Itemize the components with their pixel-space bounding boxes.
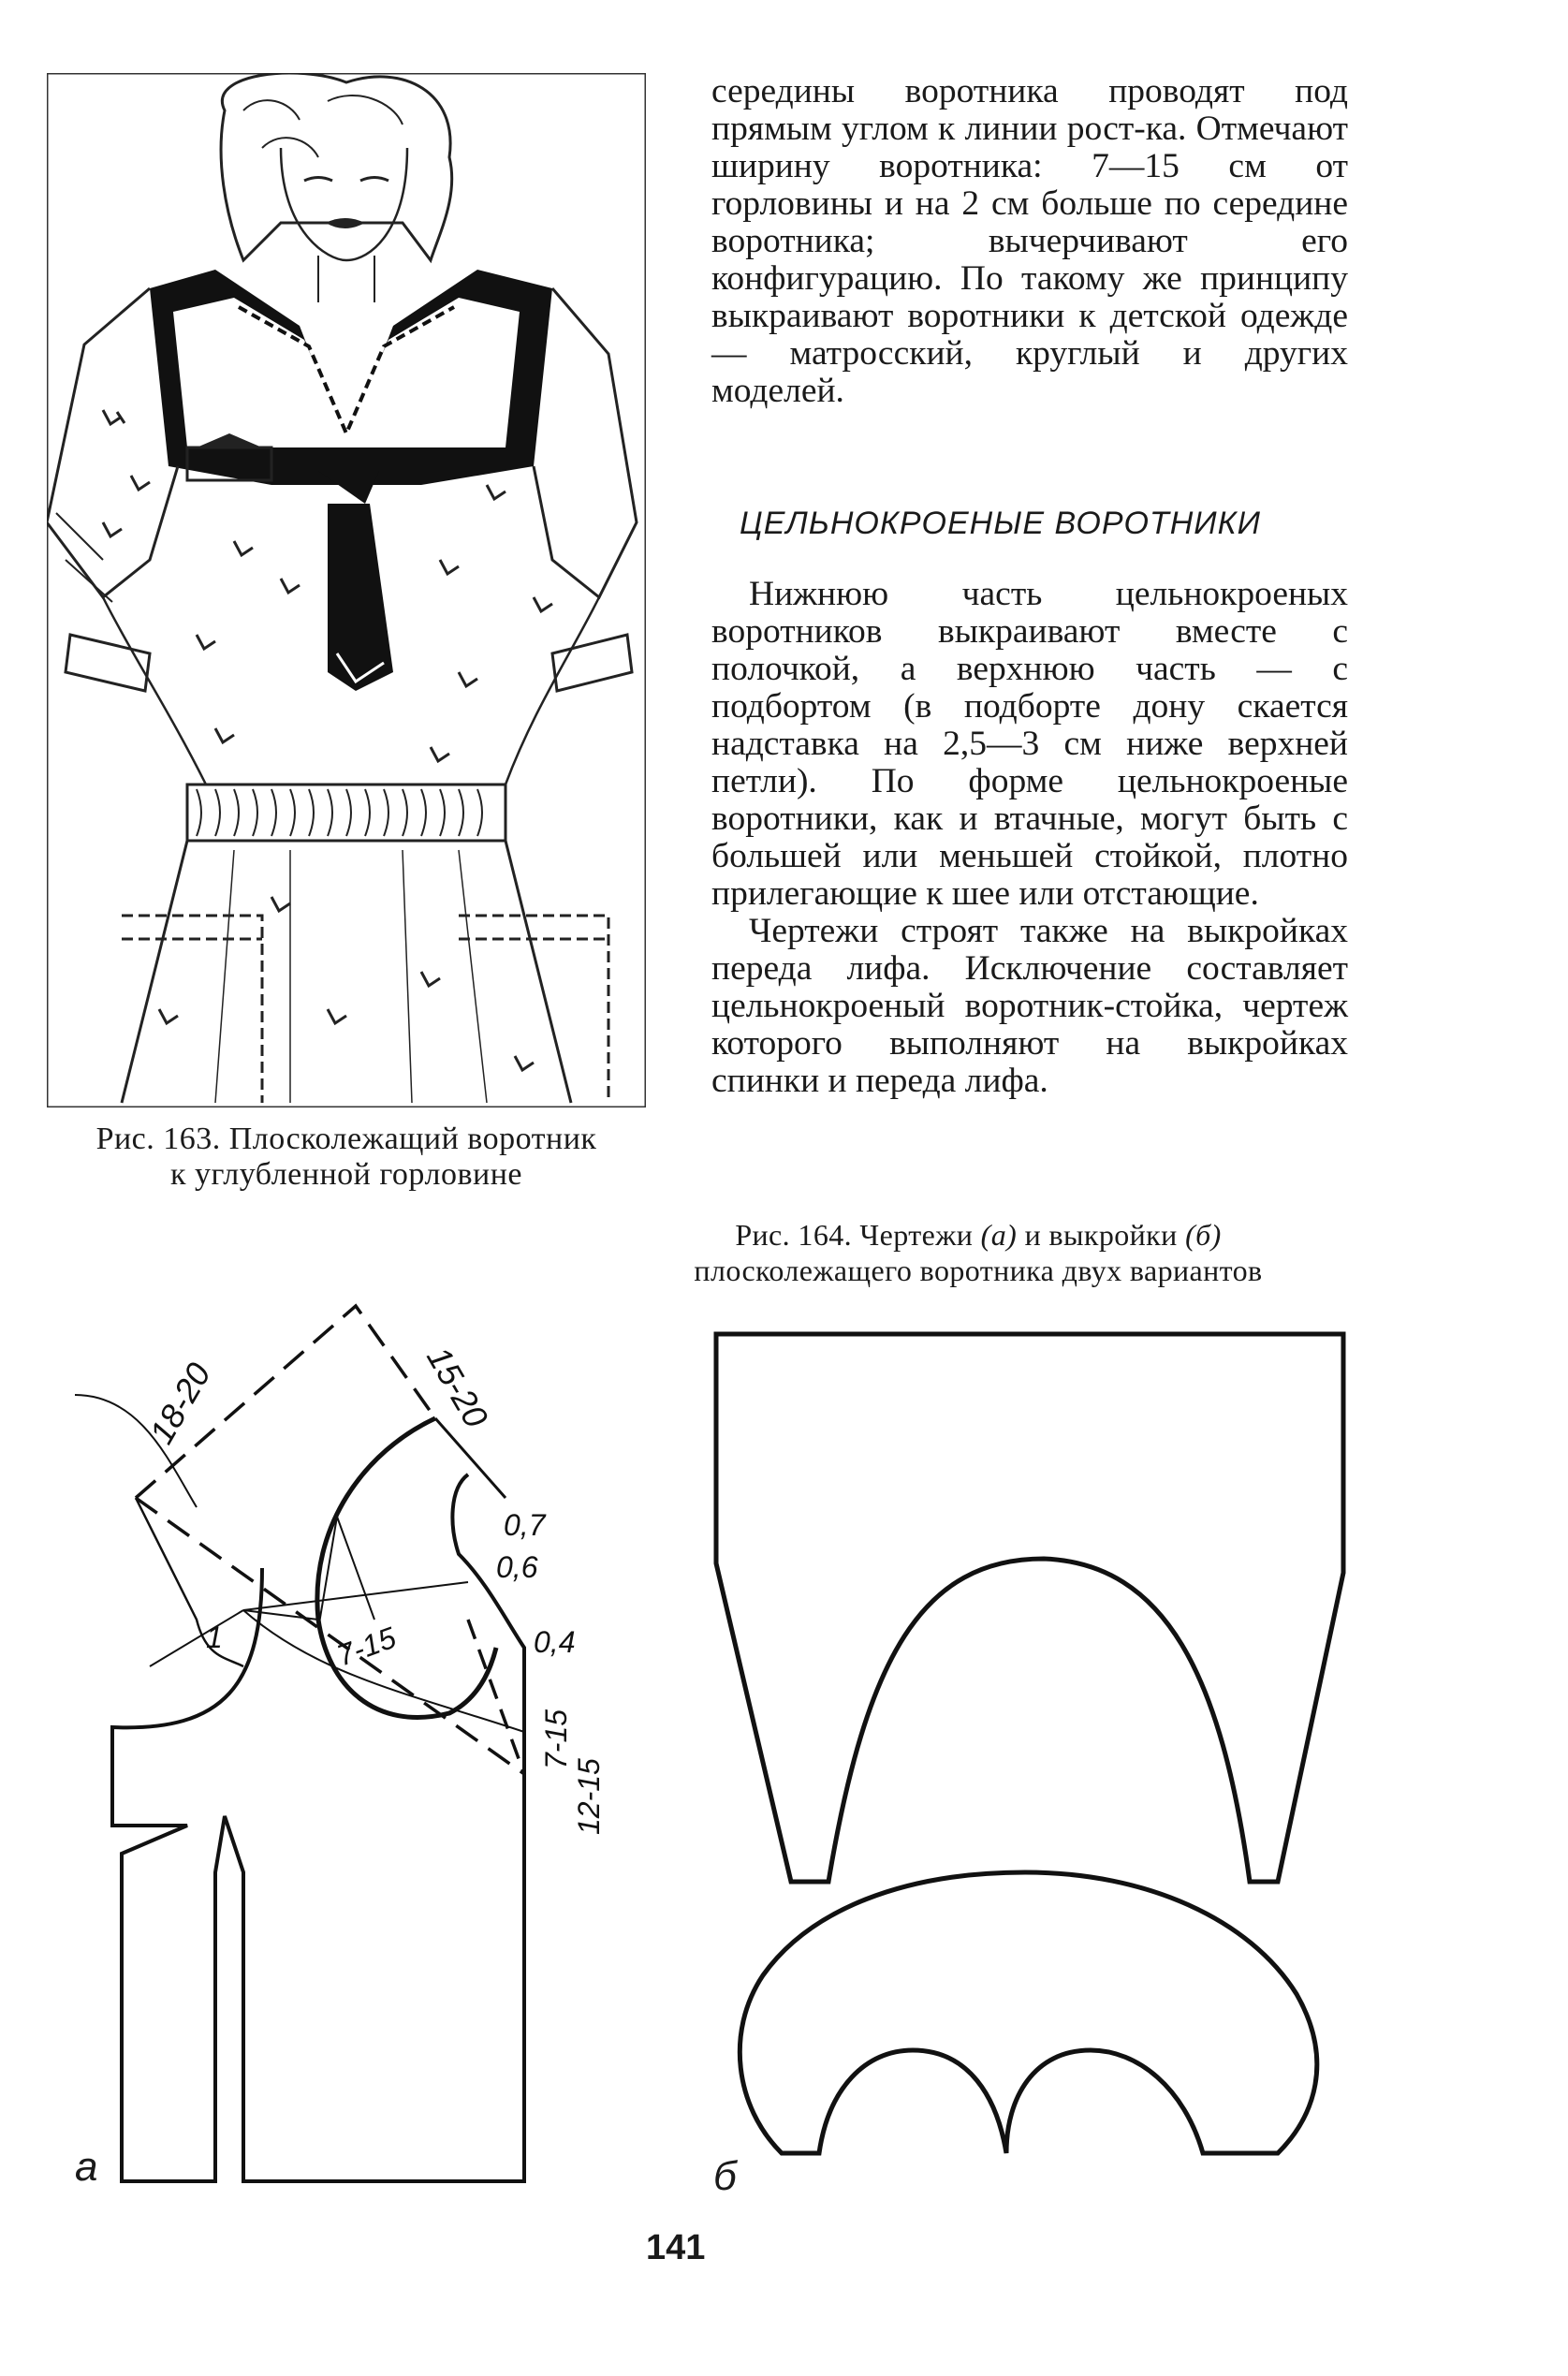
- dim-0-7: 0,7: [504, 1508, 546, 1542]
- collar-patterns-diagram: [697, 1320, 1353, 2209]
- caption-prefix: Рис. 164. Чертежи: [735, 1218, 974, 1252]
- figure-164-caption: [599, 1217, 1357, 1288]
- continued-paragraph: середины воротника проводят под прямым углом к линии рост-ка. Отмечают ширину воротника: 7—15 см от горловины и на 2 см больше по середине воротника; вычерчивают его конфигурацию. По такому же принципу выкраивают воротники к детской одежде — матросский, круглый и других моделей.: [711, 72, 1348, 410]
- caption-b: (б): [1185, 1218, 1222, 1252]
- dim-7-15-diag: 7-15: [332, 1620, 401, 1673]
- figure-164-caption-line1: [599, 1217, 1357, 1253]
- dim-18-20: 18-20: [141, 1356, 218, 1450]
- caption-mid: и выкройки: [1024, 1218, 1178, 1252]
- dim-7-15-vertical: 7-15: [539, 1709, 573, 1769]
- caption-a: (а): [980, 1218, 1018, 1252]
- dim-0-4: 0,4: [534, 1625, 576, 1659]
- figure-163-caption-line2: к углубленной горловине: [169, 1157, 522, 1192]
- label-b: б: [713, 2153, 737, 2199]
- page-number: 141: [646, 2228, 706, 2267]
- paragraph-1: Нижнюю часть цельнокроеных воротников выкраивают вместе с полочкой, а верхнюю часть — с подбортом (в подборте дону скается надставка на 2,5—3 см ниже верхней петли). По форме цельнокроеные воротники, как и втачные, могут быть с большей или меньшей стойкой, плотно прилегающие к шее или отстающие.: [711, 575, 1348, 913]
- figure-163-caption-line1: Рис. 163. Плосколежащий воротник: [95, 1122, 597, 1156]
- section-title: ЦЕЛЬНОКРОЕНЫЕ ВОРОТНИКИ: [740, 506, 1261, 541]
- paragraph-2: Чертежи строят также на выкройках переда лифа. Исключение составляет цельнокроеный воротник-стойка, чертеж которого выполняют на выкройках спинки и переда лифа.: [711, 912, 1348, 1100]
- dim-12-15: 12-15: [572, 1758, 606, 1835]
- figure-164-caption-line2: плосколежащего воротника двух вариантов: [694, 1254, 1263, 1287]
- dim-15-20: 15-20: [419, 1340, 496, 1434]
- collar-draft-diagram: [56, 1245, 637, 2209]
- dim-0-6: 0,6: [496, 1550, 538, 1584]
- dim-1: 1: [206, 1621, 223, 1654]
- figure-163-caption: [37, 1122, 655, 1193]
- label-a: а: [75, 2144, 98, 2190]
- sailor-collar-illustration: [47, 73, 646, 1107]
- continued-text: [711, 73, 1348, 410]
- section-body: [711, 576, 1348, 1100]
